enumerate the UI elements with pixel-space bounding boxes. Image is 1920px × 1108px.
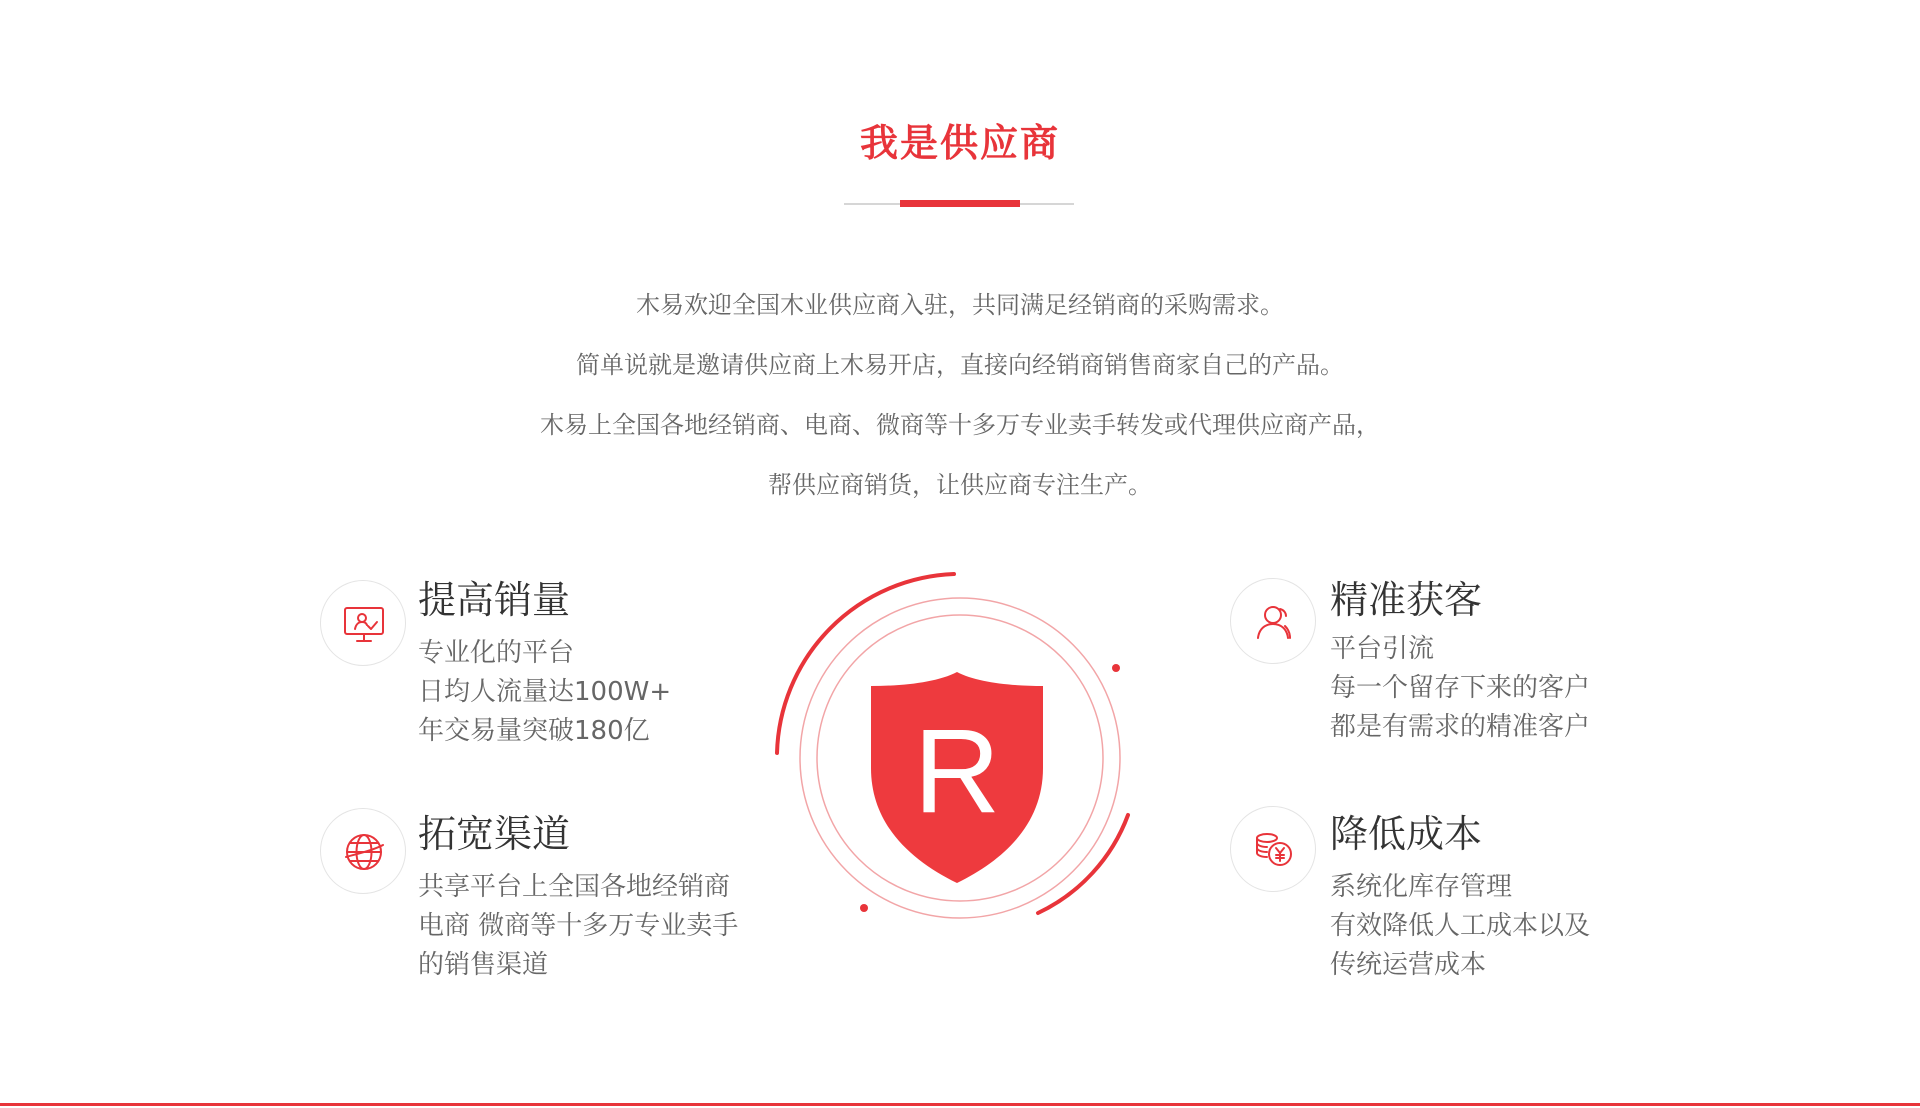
emblem-letter: R xyxy=(913,704,1001,838)
intro-line: 木易上全国各地经销商、电商、微商等十多万专业卖手转发或代理供应商产品， xyxy=(540,411,1380,439)
user-icon xyxy=(1230,578,1316,664)
intro-line: 木易欢迎全国木业供应商入驻，共同满足经销商的采购需求。 xyxy=(636,291,1284,319)
feature-line: 年交易量突破180亿 xyxy=(418,716,650,746)
bottom-rule xyxy=(0,1103,1920,1106)
feature-line: 日均人流量达100W+ xyxy=(418,677,672,707)
feature-line: 共享平台上全国各地经销商 xyxy=(418,872,731,902)
feature-description xyxy=(1330,868,1590,985)
feature-description xyxy=(418,868,738,985)
center-emblem xyxy=(770,568,1150,948)
feature-line: 系统化库存管理 xyxy=(1330,872,1513,902)
intro-text xyxy=(0,284,1920,524)
feature-description xyxy=(418,634,671,751)
feature-line: 传统运营成本 xyxy=(1330,950,1487,980)
feature-description xyxy=(1330,630,1590,747)
feature-line: 平台引流 xyxy=(1330,634,1435,664)
feature-line: 每一个留存下来的客户 xyxy=(1330,673,1591,703)
feature-title: 精准获客 xyxy=(1330,578,1483,622)
feature-line: 的销售渠道 xyxy=(418,950,549,980)
feature-line: 都是有需求的精准客户 xyxy=(1330,712,1591,742)
feature-line: 专业化的平台 xyxy=(418,638,575,668)
shield-r-icon xyxy=(871,672,1043,883)
section-title: 我是供应商 xyxy=(859,121,1060,165)
feature-title: 降低成本 xyxy=(1330,812,1483,856)
coins-yen-icon xyxy=(1230,806,1316,892)
feature-line: 电商 微商等十多万专业卖手 xyxy=(418,911,739,941)
intro-line: 简单说就是邀请供应商上木易开店，直接向经销商销售商家自己的产品。 xyxy=(576,351,1344,379)
intro-line: 帮供应商销货，让供应商专注生产。 xyxy=(768,471,1152,499)
feature-title: 拓宽渠道 xyxy=(418,812,571,856)
feature-line: 有效降低人工成本以及 xyxy=(1330,911,1591,941)
feature-title: 提高销量 xyxy=(418,578,571,622)
monitor-user-icon xyxy=(320,580,406,666)
globe-icon xyxy=(320,808,406,894)
title-divider-accent xyxy=(900,200,1020,207)
